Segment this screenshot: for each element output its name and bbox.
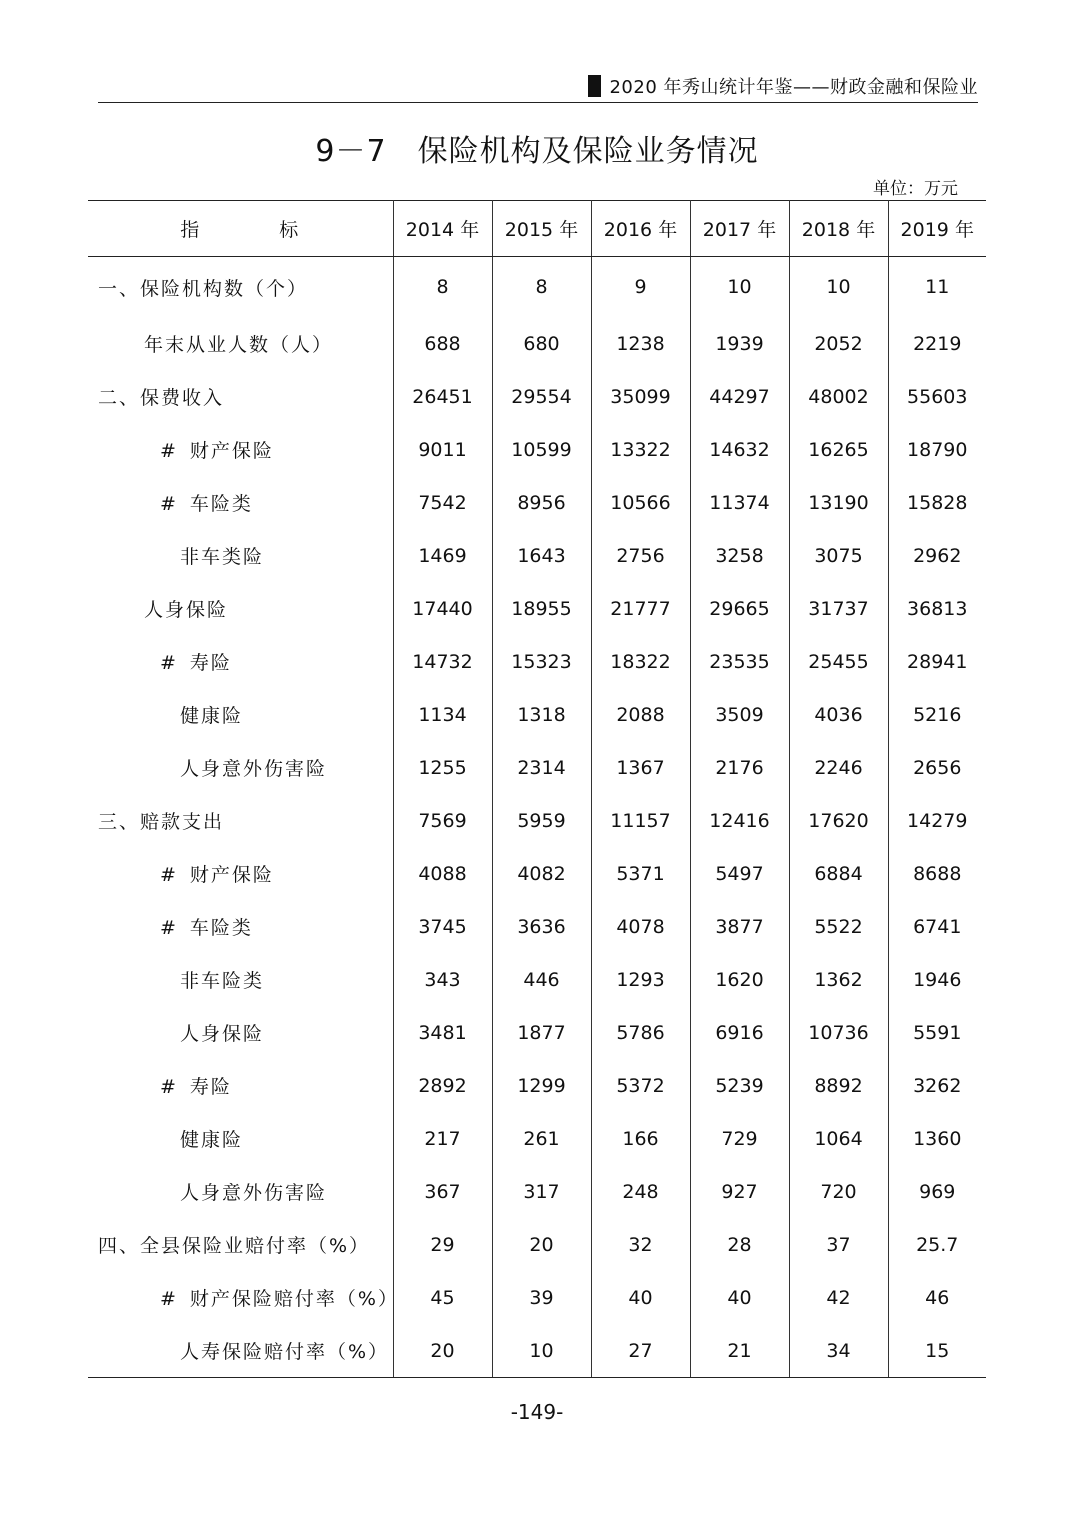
cell: 6741: [913, 915, 962, 938]
cell: 8: [492, 257, 591, 318]
row-label: 四、全县保险业赔付率（%）: [88, 1218, 393, 1271]
cell: 7569: [393, 794, 492, 847]
cell: 14732: [393, 635, 492, 688]
cell: 217: [393, 1112, 492, 1165]
cell: 1360: [913, 1127, 962, 1150]
cell: 14279: [907, 809, 968, 832]
row-label: 人身保险: [88, 582, 393, 635]
cell: 25.7: [916, 1233, 959, 1256]
table-row: [88, 370, 986, 423]
year-header: 2016 年: [591, 201, 690, 257]
table-row: [88, 635, 986, 688]
cell: 3636: [492, 900, 591, 953]
cell: 16265: [789, 423, 888, 476]
table-row: [88, 476, 986, 529]
cell: 5497: [690, 847, 789, 900]
cell: 35099: [591, 370, 690, 423]
cell: 10: [492, 1324, 591, 1378]
hash-marker: #: [160, 440, 178, 462]
insurance-table: [88, 200, 986, 1378]
cell: 28: [690, 1218, 789, 1271]
row-label: # 财产保险赔付率（%）: [88, 1271, 393, 1324]
cell: 26451: [393, 370, 492, 423]
cell: 18322: [591, 635, 690, 688]
cell: 343: [393, 953, 492, 1006]
unit-label: 单位：万元: [873, 179, 958, 199]
cell: 5371: [591, 847, 690, 900]
cell: 48002: [789, 370, 888, 423]
cell: 25455: [789, 635, 888, 688]
cell: 261: [492, 1112, 591, 1165]
page-title: 9－7 保险机构及保险业务情况: [315, 134, 759, 169]
cell: 2756: [591, 529, 690, 582]
table-row: [88, 1165, 986, 1218]
cell: 3262: [913, 1074, 962, 1097]
cell: 5216: [913, 703, 962, 726]
cell: 6916: [690, 1006, 789, 1059]
cell: 2176: [690, 741, 789, 794]
cell: 3258: [690, 529, 789, 582]
cell: 969: [919, 1180, 956, 1203]
cell: 8688: [913, 862, 962, 885]
table-row: [88, 317, 986, 370]
cell: 720: [789, 1165, 888, 1218]
cell: 9011: [393, 423, 492, 476]
cell: 11: [925, 276, 950, 298]
cell: 3075: [789, 529, 888, 582]
cell: 1064: [789, 1112, 888, 1165]
cell: 10: [789, 257, 888, 318]
row-label: # 车险类: [88, 476, 393, 529]
cell: 729: [690, 1112, 789, 1165]
cell: 7542: [393, 476, 492, 529]
year-header: 2014 年: [393, 201, 492, 257]
hash-marker: #: [160, 864, 178, 886]
table-row: [88, 257, 986, 318]
cell: 40: [690, 1271, 789, 1324]
cell: 18790: [907, 438, 968, 461]
row-label: 人身保险: [88, 1006, 393, 1059]
cell: 2219: [913, 332, 962, 355]
cell: 317: [492, 1165, 591, 1218]
cell: 29554: [492, 370, 591, 423]
cell: 10: [690, 257, 789, 318]
row-label: # 财产保险: [88, 423, 393, 476]
table-row: [88, 1112, 986, 1165]
table-row: [88, 794, 986, 847]
table-row: [88, 1324, 986, 1378]
cell: 8956: [492, 476, 591, 529]
cell: 3877: [690, 900, 789, 953]
running-header: [98, 70, 978, 103]
cell: 17620: [789, 794, 888, 847]
cell: 29665: [690, 582, 789, 635]
row-label: 三、赔款支出: [88, 794, 393, 847]
cell: 2892: [393, 1059, 492, 1112]
cell: 46: [925, 1286, 950, 1309]
table-row: [88, 847, 986, 900]
cell: 3509: [690, 688, 789, 741]
cell: 1469: [393, 529, 492, 582]
cell: 31737: [789, 582, 888, 635]
cell: 2052: [789, 317, 888, 370]
cell: 36813: [907, 597, 968, 620]
cell: 5522: [789, 900, 888, 953]
cell: 2088: [591, 688, 690, 741]
table-row: [88, 688, 986, 741]
table-row: [88, 529, 986, 582]
cell: 6884: [789, 847, 888, 900]
cell: 15: [888, 1324, 986, 1378]
hash-marker: #: [160, 1288, 178, 1310]
cell: 32: [591, 1218, 690, 1271]
cell: 11374: [690, 476, 789, 529]
cell: 1318: [492, 688, 591, 741]
cell: 1293: [591, 953, 690, 1006]
cell: 13190: [789, 476, 888, 529]
cell: 23535: [690, 635, 789, 688]
cell: 10736: [789, 1006, 888, 1059]
row-label: 非车险类: [88, 953, 393, 1006]
row-label: 人寿保险赔付率（%）: [88, 1324, 393, 1378]
cell: 8892: [789, 1059, 888, 1112]
cell: 10566: [591, 476, 690, 529]
page-number: -149-: [510, 1400, 564, 1424]
cell: 20: [393, 1324, 492, 1378]
cell: 1255: [393, 741, 492, 794]
cell: 10599: [492, 423, 591, 476]
cell: 166: [591, 1112, 690, 1165]
table-header-row: [88, 201, 986, 257]
cell: 1238: [591, 317, 690, 370]
cell: 4088: [393, 847, 492, 900]
cell: 4036: [789, 688, 888, 741]
cell: 8: [393, 257, 492, 318]
cell: 55603: [907, 385, 968, 408]
table-row: [88, 900, 986, 953]
row-label: # 财产保险: [88, 847, 393, 900]
cell: 1877: [492, 1006, 591, 1059]
cell: 9: [591, 257, 690, 318]
cell: 29: [393, 1218, 492, 1271]
cell: 20: [492, 1218, 591, 1271]
cell: 2314: [492, 741, 591, 794]
row-label: 人身意外伤害险: [88, 741, 393, 794]
cell: 5959: [492, 794, 591, 847]
cell: 28941: [907, 650, 968, 673]
indicator-header: 指 标: [88, 201, 393, 257]
cell: 5372: [591, 1059, 690, 1112]
cell: 13322: [591, 423, 690, 476]
table-row: [88, 1059, 986, 1112]
cell: 4078: [591, 900, 690, 953]
cell: 37: [789, 1218, 888, 1271]
cell: 34: [789, 1324, 888, 1378]
row-label: # 寿险: [88, 1059, 393, 1112]
row-label: 二、保费收入: [88, 370, 393, 423]
hash-marker: #: [160, 493, 178, 515]
year-header: 2018 年: [789, 201, 888, 257]
cell: 45: [393, 1271, 492, 1324]
year-header: 2017 年: [690, 201, 789, 257]
cell: 1362: [789, 953, 888, 1006]
cell: 27: [591, 1324, 690, 1378]
cell: 2246: [789, 741, 888, 794]
cell: 688: [393, 317, 492, 370]
table-row: [88, 1006, 986, 1059]
table-row: [88, 1271, 986, 1324]
cell: 15323: [492, 635, 591, 688]
cell: 1620: [690, 953, 789, 1006]
cell: 5786: [591, 1006, 690, 1059]
cell: 21777: [591, 582, 690, 635]
cell: 2962: [913, 544, 962, 567]
header-text: 2020 年秀山统计年鉴——财政金融和保险业: [609, 77, 978, 98]
table-row: [88, 953, 986, 1006]
row-label: # 车险类: [88, 900, 393, 953]
cell: 5591: [913, 1021, 962, 1044]
table-row: [88, 741, 986, 794]
year-header: 2015 年: [492, 201, 591, 257]
year-header: 2019 年: [888, 201, 986, 257]
hash-marker: #: [160, 1076, 178, 1098]
cell: 367: [393, 1165, 492, 1218]
cell: 680: [492, 317, 591, 370]
row-label: 健康险: [88, 1112, 393, 1165]
row-label: 健康险: [88, 688, 393, 741]
header-bar-marker: [588, 75, 601, 97]
table-row: [88, 423, 986, 476]
cell: 42: [789, 1271, 888, 1324]
table-row: [88, 582, 986, 635]
cell: 11157: [591, 794, 690, 847]
hash-marker: #: [160, 652, 178, 674]
cell: 5239: [690, 1059, 789, 1112]
cell: 12416: [690, 794, 789, 847]
row-label: 人身意外伤害险: [88, 1165, 393, 1218]
table-row: [88, 1218, 986, 1271]
cell: 44297: [690, 370, 789, 423]
cell: 1134: [393, 688, 492, 741]
cell: 15828: [907, 491, 968, 514]
cell: 4082: [492, 847, 591, 900]
cell: 1643: [492, 529, 591, 582]
row-label: 年末从业人数（人）: [88, 317, 393, 370]
cell: 39: [492, 1271, 591, 1324]
cell: 3481: [393, 1006, 492, 1059]
cell: 1367: [591, 741, 690, 794]
cell: 1939: [690, 317, 789, 370]
row-label: # 寿险: [88, 635, 393, 688]
cell: 446: [492, 953, 591, 1006]
cell: 927: [690, 1165, 789, 1218]
cell: 18955: [492, 582, 591, 635]
row-label: 非车类险: [88, 529, 393, 582]
hash-marker: #: [160, 917, 178, 939]
cell: 17440: [393, 582, 492, 635]
cell: 1946: [913, 968, 962, 991]
cell: 2656: [913, 756, 962, 779]
cell: 40: [591, 1271, 690, 1324]
cell: 21: [690, 1324, 789, 1378]
row-label: 一、保险机构数（个）: [88, 257, 393, 318]
cell: 1299: [492, 1059, 591, 1112]
cell: 248: [591, 1165, 690, 1218]
cell: 3745: [393, 900, 492, 953]
cell: 14632: [690, 423, 789, 476]
